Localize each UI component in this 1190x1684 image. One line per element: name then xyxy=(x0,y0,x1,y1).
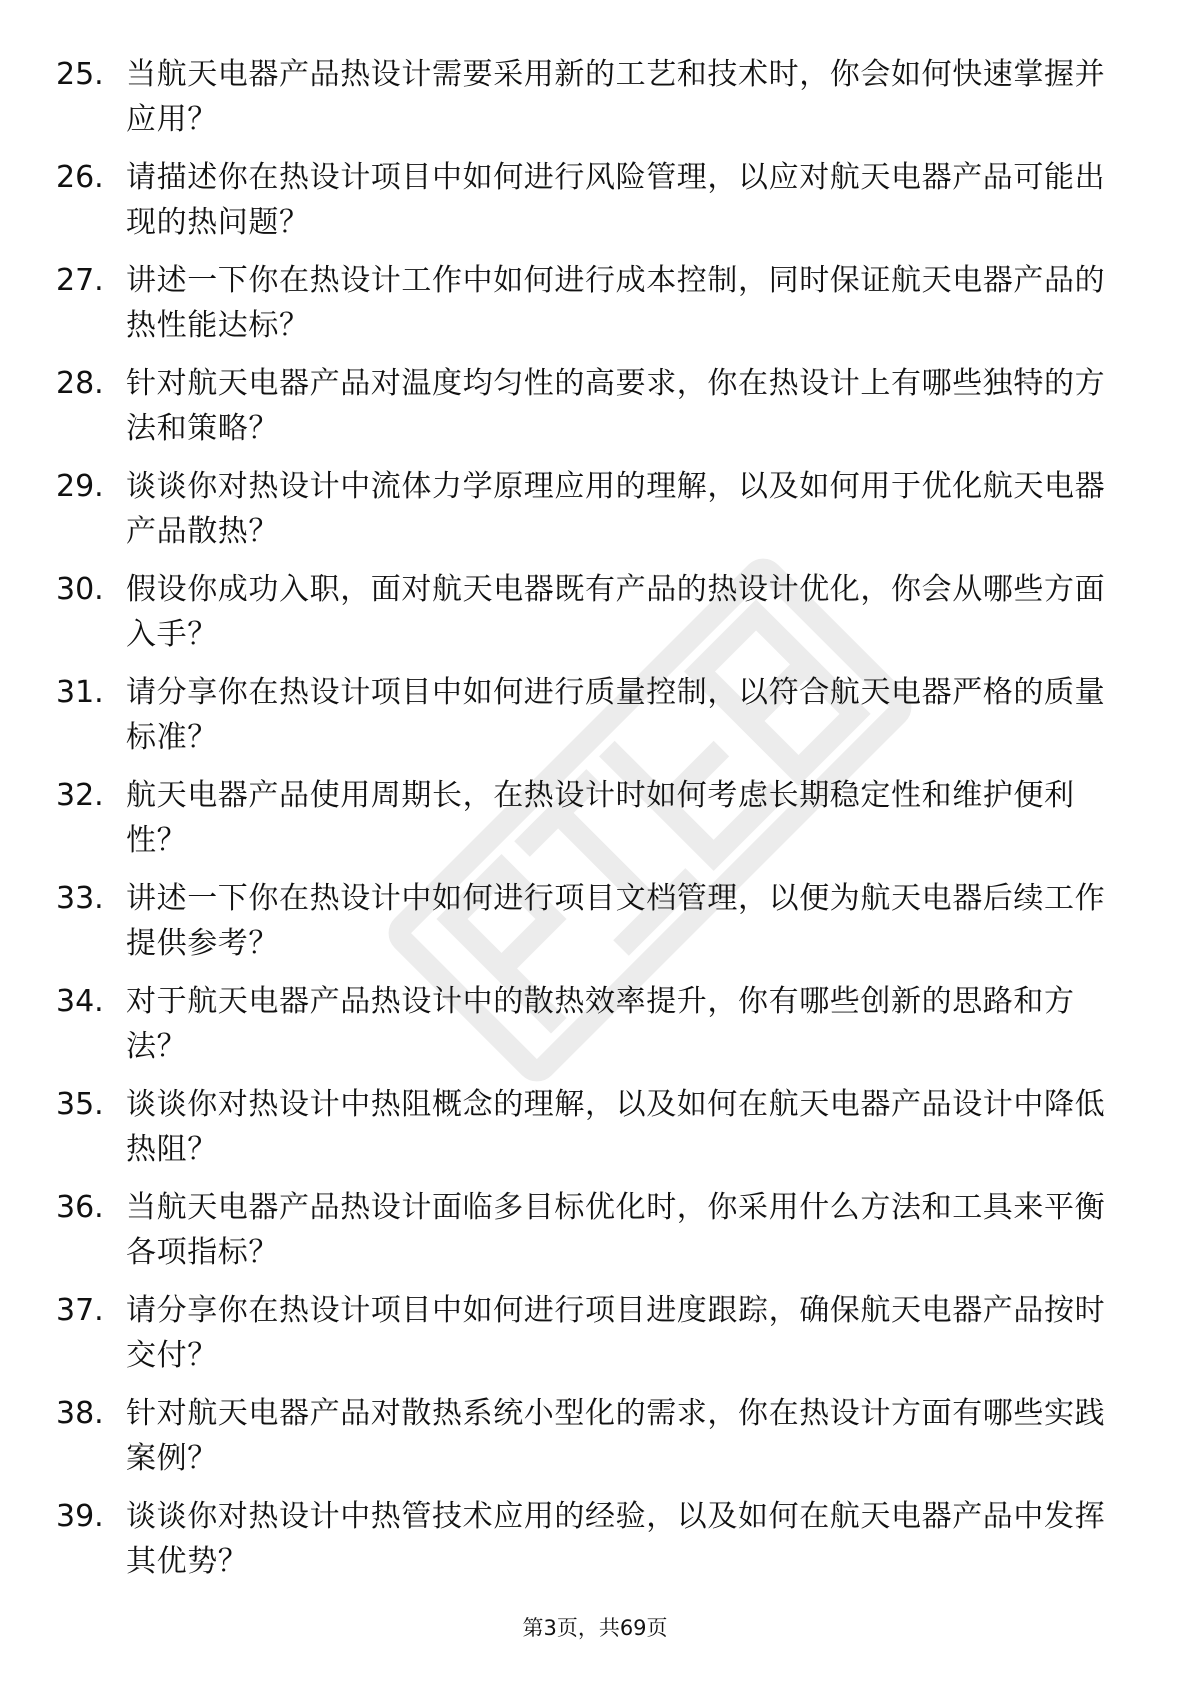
question-item xyxy=(0,155,1190,258)
question-item xyxy=(0,1185,1190,1288)
question-number: 28. xyxy=(56,366,104,401)
question-number: 38. xyxy=(56,1396,104,1431)
question-item xyxy=(0,52,1190,155)
question-item xyxy=(0,464,1190,567)
question-number: 31. xyxy=(56,675,104,710)
question-text: 请分享你在热设计项目中如何进行质量控制，以符合航天电器严格的质量标准？ xyxy=(126,675,1106,755)
question-list xyxy=(0,52,1190,1597)
question-item xyxy=(0,1288,1190,1391)
question-text: 对于航天电器产品热设计中的散热效率提升，你有哪些创新的思路和方法？ xyxy=(126,984,1075,1064)
question-text: 针对航天电器产品对散热系统小型化的需求，你在热设计方面有哪些实践案例？ xyxy=(126,1396,1106,1476)
question-item xyxy=(0,361,1190,464)
question-item xyxy=(0,258,1190,361)
question-number: 39. xyxy=(56,1499,104,1534)
question-text: 谈谈你对热设计中热阻概念的理解，以及如何在航天电器产品设计中降低热阻？ xyxy=(126,1087,1106,1167)
question-text: 针对航天电器产品对温度均匀性的高要求，你在热设计上有哪些独特的方法和策略？ xyxy=(126,366,1106,446)
page-footer xyxy=(0,1613,1190,1643)
question-item xyxy=(0,979,1190,1082)
question-item xyxy=(0,1391,1190,1494)
question-item xyxy=(0,773,1190,876)
question-text: 请分享你在热设计项目中如何进行项目进度跟踪，确保航天电器产品按时交付？ xyxy=(126,1293,1106,1373)
question-item xyxy=(0,670,1190,773)
question-text: 当航天电器产品热设计需要采用新的工艺和技术时，你会如何快速掌握并应用？ xyxy=(126,57,1106,137)
question-text: 请描述你在热设计项目中如何进行风险管理，以应对航天电器产品可能出现的热问题？ xyxy=(126,160,1106,240)
question-item xyxy=(0,567,1190,670)
question-text: 当航天电器产品热设计面临多目标优化时，你采用什么方法和工具来平衡各项指标？ xyxy=(126,1190,1106,1270)
question-number: 25. xyxy=(56,57,104,92)
question-item xyxy=(0,1494,1190,1597)
question-number: 29. xyxy=(56,469,104,504)
question-text: 航天电器产品使用周期长，在热设计时如何考虑长期稳定性和维护便利性？ xyxy=(126,778,1075,858)
question-number: 34. xyxy=(56,984,104,1019)
question-text: 讲述一下你在热设计中如何进行项目文档管理，以便为航天电器后续工作提供参考？ xyxy=(126,881,1106,961)
question-number: 32. xyxy=(56,778,104,813)
question-text: 假设你成功入职，面对航天电器既有产品的热设计优化，你会从哪些方面入手？ xyxy=(126,572,1106,652)
question-number: 33. xyxy=(56,881,104,916)
question-number: 26. xyxy=(56,160,104,195)
question-item xyxy=(0,876,1190,979)
question-item xyxy=(0,1082,1190,1185)
page-number-label: 第3页，共69页 xyxy=(522,1616,668,1640)
question-number: 27. xyxy=(56,263,104,298)
question-number: 35. xyxy=(56,1087,104,1122)
question-text: 谈谈你对热设计中热管技术应用的经验，以及如何在航天电器产品中发挥其优势？ xyxy=(126,1499,1106,1579)
question-text: 讲述一下你在热设计工作中如何进行成本控制，同时保证航天电器产品的热性能达标？ xyxy=(126,263,1106,343)
question-text: 谈谈你对热设计中流体力学原理应用的理解，以及如何用于优化航天电器产品散热？ xyxy=(126,469,1106,549)
question-number: 36. xyxy=(56,1190,104,1225)
question-number: 37. xyxy=(56,1293,104,1328)
question-number: 30. xyxy=(56,572,104,607)
